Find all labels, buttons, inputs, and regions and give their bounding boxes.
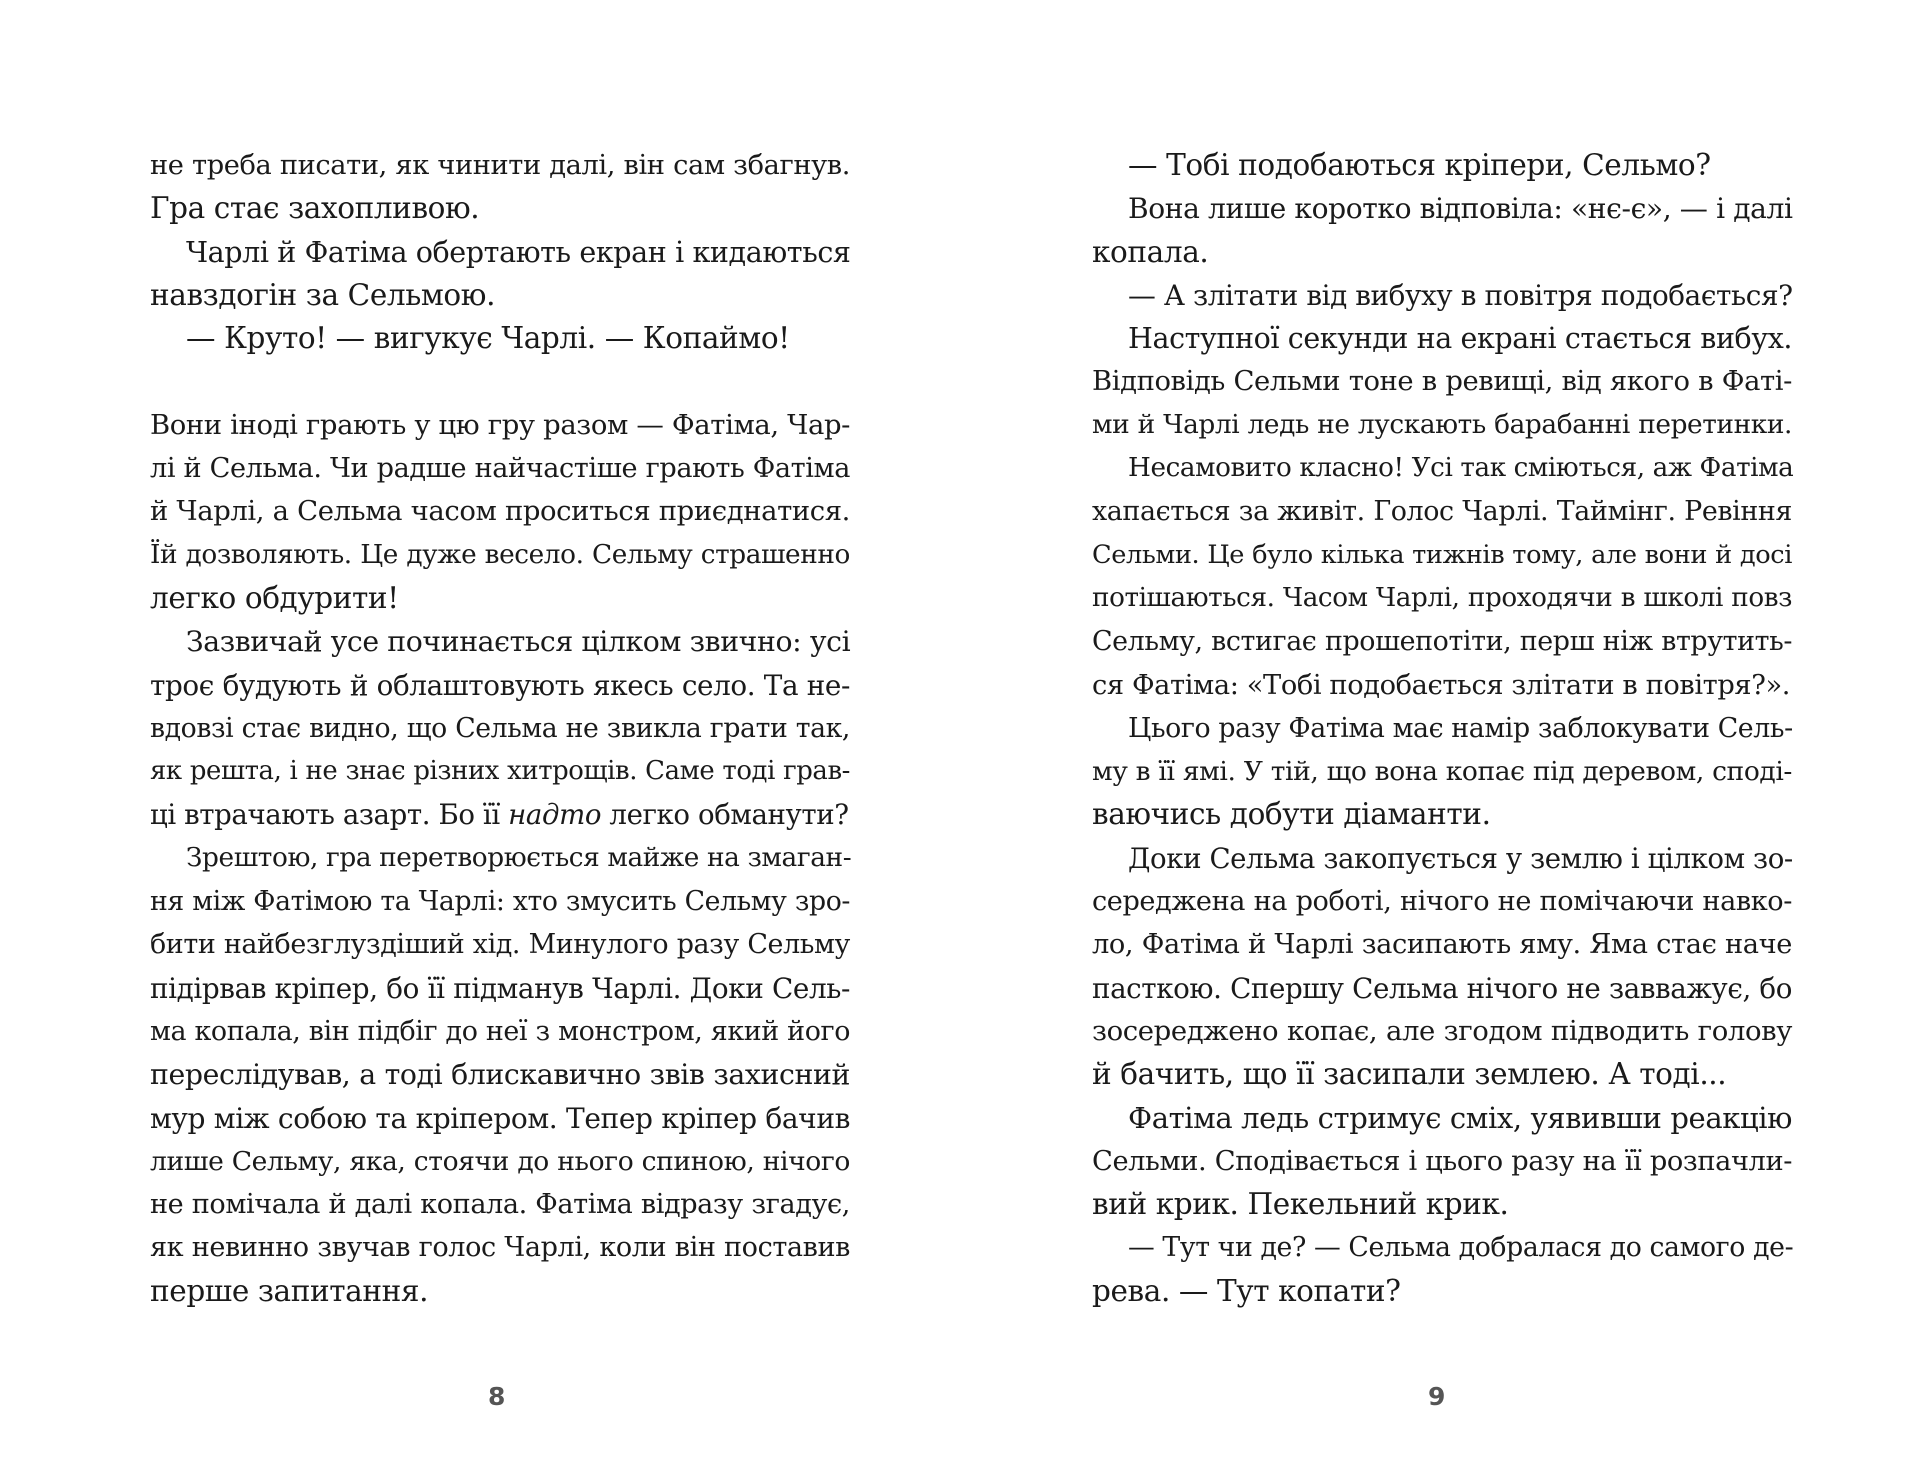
text-line: лише Сельму, яка, стоячи до нього спиною, нічого [150, 1145, 850, 1177]
text-line: Фатіма ледь стримує сміх, уявивши реакцію [1128, 1100, 1792, 1135]
text-line: Їй дозволяють. Це дуже весело. Сельму страшенно [150, 539, 850, 570]
text-line: Вони іноді грають у цю гру разом — Фатіма, Чар- [150, 409, 850, 441]
text-line: Чарлі й Фатіма обертають екран і кидаються [186, 234, 851, 269]
text-line: Гра стає захопливою. [150, 191, 480, 226]
page-number: 9 [1428, 1382, 1447, 1411]
text-line: Сельми. Сподівається і цього разу на її розпачли- [1092, 1145, 1792, 1177]
right-page [960, 0, 1920, 1477]
text-line: Зрештою, гра перетворюється майже на змаган- [186, 842, 852, 873]
text-line: ня між Фатімою та Чарлі: хто змусить Сельму зро- [150, 886, 850, 918]
text-line: Наступної секунди на екрані стається вибух. [1128, 322, 1793, 356]
text-line: бити найбезглуздіший хід. Минулого разу Сельму [150, 929, 850, 961]
text-line: рева. — Тут копати? [1092, 1273, 1401, 1308]
text-line: — Тобі подобаються кріпери, Сельмо? [1128, 148, 1711, 182]
text-line: хапається за живіт. Голос Чарлі. Таймінг. Ревіння [1092, 496, 1792, 528]
text-line: підірвав кріпер, бо її підманув Чарлі. Доки Сель- [150, 971, 850, 1005]
section-break [150, 360, 850, 403]
text-line: вдовзі стає видно, що Сельма не звикла грати так, [150, 712, 850, 744]
text-line: — Круто! — вигукує Чарлі. — Копаймо! [186, 321, 790, 356]
text-line: вий крик. Пекельний крик. [1092, 1187, 1509, 1222]
text-line: мур між собою та кріпером. Тепер кріпер бачив [150, 1101, 850, 1135]
text-line: троє будують й облаштовують якесь село. Та не- [150, 668, 850, 702]
text-line: навздогін за Сельмою. [150, 277, 496, 312]
text-line: — А злітати від вибуху в повітря подобається? [1128, 278, 1793, 312]
text-line: копала. [1092, 234, 1209, 269]
text-line [150, 793, 850, 836]
text-line: му в її ямі. У тій, що вона копає під деревом, споді- [1092, 756, 1792, 788]
text-line: ся Фатіма: «Тобі подобається злітати в повітря?». [1092, 669, 1790, 701]
text-line: Несамовито класно! Усі так сміються, аж Фатіма [1128, 453, 1794, 484]
right-page-text [1092, 144, 1792, 1313]
text-line: як невинно звучав голос Чарлі, коли він поставив [150, 1232, 850, 1264]
text-line: як решта, і не знає різних хитрощів. Саме тоді грав- [150, 756, 850, 787]
text-line: Доки Сельма закопується у землю і цілком зо- [1128, 841, 1793, 875]
text-line: не треба писати, як чинити далі, він сам збагнув. [150, 150, 850, 181]
text-line: ма копала, він підбіг до неї з монстром, який його [150, 1015, 850, 1047]
text-line: Вона лише коротко відповіла: «нє-є», — і далі [1128, 192, 1793, 226]
text-line: ми й Чарлі ледь не лускають барабанні перетинки. [1092, 409, 1792, 440]
text-line: ло, Фатіма й Чарлі засипають яму. Яма стає наче [1092, 929, 1792, 961]
text-line: пасткою. Спершу Сельма нічого не завважує, бо [1092, 971, 1792, 1005]
text-line: потішаються. Часом Чарлі, проходячи в школі повз [1092, 582, 1792, 613]
text-line: переслідував, а тоді блискавично звів захисний [150, 1058, 850, 1092]
text-line: лі й Сельма. Чи радше найчастіше грають Фатіма [150, 453, 850, 485]
text-line: й бачить, що її засипали землею. А тоді... [1092, 1057, 1727, 1092]
text-line: Сельму, встигає прошепотіти, перш ніж втрутить- [1092, 626, 1792, 658]
text-line: легко обдурити! [150, 580, 399, 615]
text-line: й Чарлі, а Сельма часом проситься приєднатися. [150, 496, 850, 528]
text-line: Сельми. Це було кілька тижнів тому, але вони й досі [1092, 539, 1792, 570]
text-line: Відповідь Сельми тоне в ревищі, від якого в Фаті- [1092, 366, 1792, 398]
text-line: — Тут чи де? — Сельма добралася до самого де- [1128, 1232, 1794, 1264]
text-line: зосереджено копає, але згодом підводить голову [1092, 1014, 1792, 1047]
text-line: Зазвичай усе починається цілком звично: усі [186, 625, 851, 659]
text-line: не помічала й далі копала. Фатіма відразу згадує, [150, 1189, 850, 1221]
text-line: Цього разу Фатіма має намір заблокувати Сель- [1128, 712, 1793, 744]
left-page-text [150, 144, 850, 1313]
emphasis-word: надто [508, 798, 602, 832]
text-line: середжена на роботі, нічого не помічаючи навко- [1092, 886, 1792, 918]
text-segment: ці втрачають азарт. Бо її [150, 798, 509, 832]
text-segment: легко обманути? [601, 798, 849, 832]
text-line: перше запитання. [150, 1273, 429, 1308]
page-number: 8 [488, 1382, 507, 1411]
text-line: ваючись добути діаманти. [1092, 797, 1491, 832]
